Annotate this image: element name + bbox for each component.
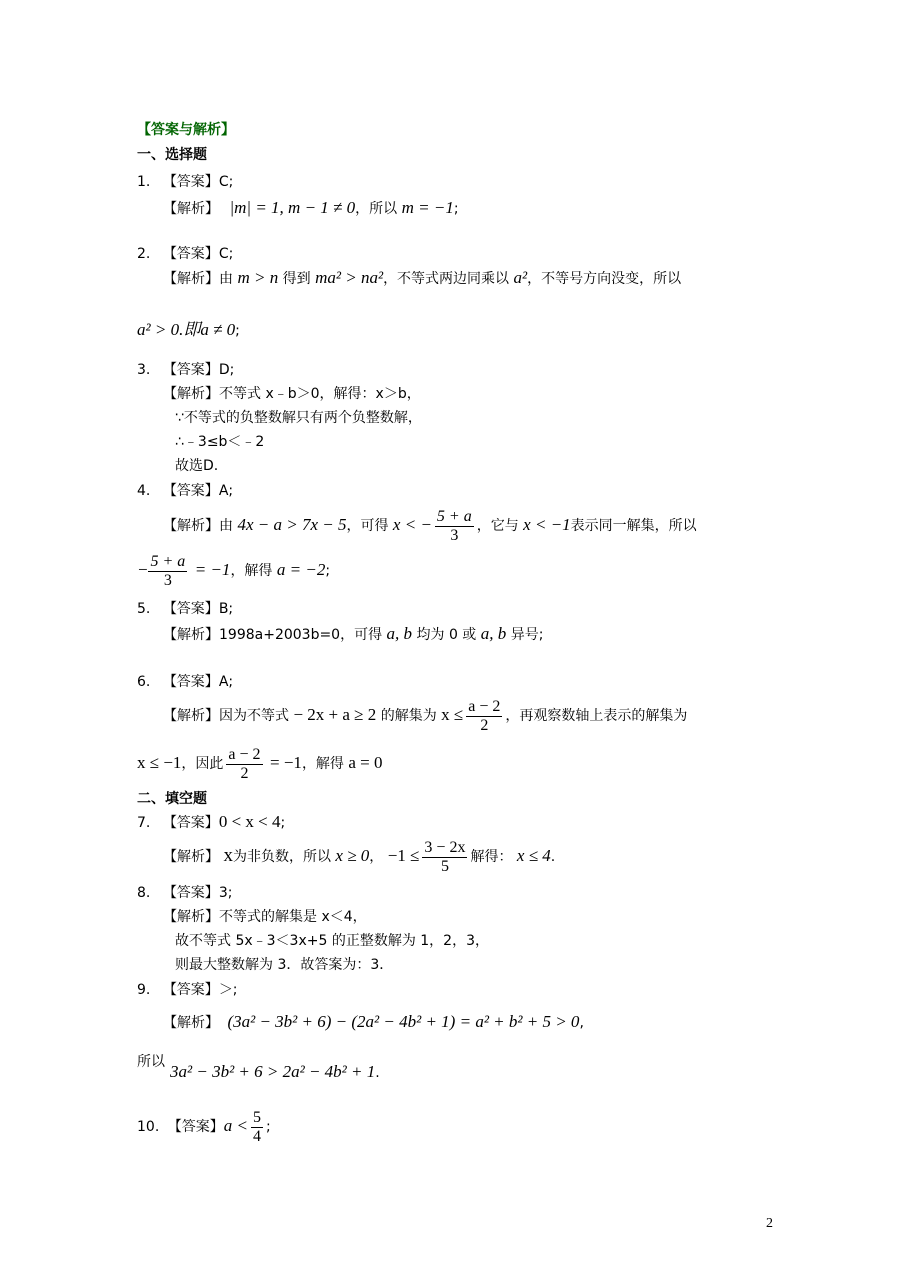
q9-end: . [375, 1065, 380, 1081]
q7-text-3: 解得： [470, 849, 513, 865]
q3-explanation-line-1 [163, 384, 421, 404]
q4-text-5: ，解得 [230, 563, 273, 579]
q5-math-1: a, b [386, 624, 413, 643]
q2-number: 2. [137, 246, 151, 262]
q4-text-1: 由 [219, 518, 233, 534]
q8-answer-label: 【答案】 [162, 885, 219, 901]
q4-answer-label: 【答案】 [162, 483, 219, 499]
q9-conclusion [170, 1062, 380, 1083]
q1-math-condition: |m| = 1, m − 1 ≠ 0 [229, 198, 356, 217]
q7-math-3: −1 ≤ [387, 846, 420, 865]
q9-conclusion-label: 所以 [137, 1054, 165, 1070]
q8-explanation-line-1 [163, 907, 367, 927]
q4-fraction-2 [148, 553, 187, 590]
q7-text-2: ， [369, 849, 384, 865]
q7-math-4: x ≤ 4 [516, 846, 551, 865]
q6-answer-label: 【答案】 [162, 674, 219, 690]
q9-answer-line [137, 980, 238, 1000]
q2-explanation-cont [137, 320, 240, 341]
answer-analysis-heading: 【答案与解析】 [137, 122, 235, 138]
q7-explanation-label: 【解析】 [163, 849, 219, 865]
q6-explanation-label: 【解析】 [163, 708, 219, 724]
q6-explanation [163, 695, 687, 736]
q6-text-1: 因为不等式 [219, 708, 289, 724]
q1-answer-line [137, 172, 233, 192]
q3-answer-label: 【答案】 [162, 362, 219, 378]
section-multiple-choice: 一、选择题 [137, 147, 207, 163]
q4-fraction-2-denominator: 3 [163, 571, 172, 589]
q7-fraction [422, 839, 467, 876]
q10-fraction-numerator: 5 [252, 1108, 261, 1126]
q6-math-3: x ≤ −1 [137, 753, 182, 772]
q4-answer-line [137, 481, 233, 501]
q9-answer-value: ＞; [218, 982, 238, 998]
q7-answer-end: ; [280, 815, 286, 831]
section-fill-in-blank: 二、填空题 [137, 791, 207, 807]
q3-number: 3. [137, 362, 151, 378]
q4-number: 4. [137, 483, 151, 499]
q2-math-3: a² [513, 268, 528, 287]
q4-text-2: ，可得 [346, 518, 389, 534]
q1-explanation-label: 【解析】 [163, 201, 219, 217]
q4-explanation-cont [137, 550, 330, 591]
q10-math-1: a < [223, 1116, 248, 1135]
q2-text-3: ，不等式两边同乘以 [383, 271, 510, 287]
q6-math-4: = −1 [270, 753, 302, 772]
q1-number: 1. [137, 174, 151, 190]
q7-answer-value: 0 < x < 4 [218, 812, 281, 831]
q8-answer-value: 3; [218, 885, 233, 901]
q4-end: ; [325, 563, 331, 579]
q5-answer-line [137, 599, 233, 619]
q4-math-2: x < − [392, 515, 432, 534]
q7-number: 7. [137, 815, 151, 831]
q7-answer-line [137, 812, 285, 833]
q6-fraction [466, 698, 502, 735]
q3-text-1: 不等式 x﹣b＞0，解得：x＞b， [219, 386, 421, 402]
q9-explanation-label: 【解析】 [163, 1015, 219, 1031]
q4-math-6: a = −2 [276, 560, 326, 579]
q5-number: 5. [137, 601, 151, 617]
q4-text-4: 表示同一解集，所以 [570, 518, 697, 534]
q2-math-2: ma² > na² [315, 268, 384, 287]
q7-math-1: x [223, 845, 233, 866]
q10-end: ; [265, 1119, 271, 1135]
q5-explanation [163, 624, 543, 645]
q2-text-4: ，不等号方向没变，所以 [527, 271, 682, 287]
q5-explanation-label: 【解析】 [163, 627, 219, 643]
q2-explanation-label: 【解析】 [163, 271, 219, 287]
q4-explanation-label: 【解析】 [163, 518, 219, 534]
q2-math-1: m > n [237, 268, 279, 287]
q5-text-2: 均为 0 或 [416, 627, 477, 643]
q3-explanation-label: 【解析】 [163, 386, 219, 402]
q5-text-1: 1998a+2003b=0，可得 [219, 627, 383, 643]
q8-answer-line [137, 883, 232, 903]
q6-math-5: a = 0 [348, 753, 383, 772]
q9-text-1: , [579, 1015, 584, 1031]
q8-text-1: 不等式的解集是 x＜4， [219, 909, 367, 925]
q9-answer-label: 【答案】 [162, 982, 219, 998]
q6-fraction-2-denominator: 2 [240, 764, 249, 782]
q10-answer-line [137, 1106, 271, 1147]
q3-answer-line [137, 360, 234, 380]
q8-explanation-label: 【解析】 [163, 909, 219, 925]
q4-math-5: = −1 [194, 560, 231, 579]
q1-explanation [163, 198, 459, 219]
q3-answer-value: D; [218, 362, 235, 378]
q6-explanation-cont [137, 743, 383, 784]
q6-fraction-denominator: 2 [480, 716, 489, 734]
q3-explanation-line-2: ∵不等式的负整数解只有两个负整数解， [175, 410, 422, 426]
q7-fraction-numerator: 3 − 2x [424, 838, 466, 856]
q7-end: . [550, 849, 556, 865]
q9-math-2: 3a² − 3b² + 6 > 2a² − 4b² + 1 [170, 1062, 376, 1081]
q6-fraction-2 [226, 746, 262, 783]
q10-fraction [251, 1109, 263, 1146]
q1-answer-value: C; [218, 174, 234, 190]
q6-text-2: 的解集为 [380, 708, 437, 724]
q6-math-2: x ≤ [441, 705, 464, 724]
q4-answer-value: A; [218, 483, 234, 499]
q6-text-4: ，因此 [181, 756, 224, 772]
q10-fraction-denominator: 4 [252, 1127, 261, 1145]
q4-explanation [163, 505, 697, 546]
q2-end: ; [235, 323, 240, 339]
q6-number: 6. [137, 674, 151, 690]
q8-number: 8. [137, 885, 151, 901]
q5-text-3: 异号; [510, 627, 544, 643]
q2-text-1: 由 [219, 271, 233, 287]
q7-fraction-denominator: 5 [440, 857, 449, 875]
q4-math-3: x < −1 [523, 515, 571, 534]
q2-answer-value: C; [218, 246, 234, 262]
q6-fraction-2-numerator: a − 2 [228, 745, 261, 763]
q6-answer-line [137, 672, 233, 692]
q6-fraction-numerator: a − 2 [468, 697, 501, 715]
q2-answer-line [137, 244, 233, 264]
q10-answer-label: 【答案】 [167, 1119, 224, 1135]
q1-end: ; [453, 201, 459, 217]
q7-explanation [163, 836, 555, 877]
q1-answer-label: 【答案】 [162, 174, 219, 190]
q7-math-2: x ≥ 0 [335, 846, 370, 865]
q5-math-2: a, b [480, 624, 507, 643]
q1-math-result: m = −1 [401, 198, 454, 217]
q4-fraction-denominator: 3 [450, 526, 459, 544]
q8-explanation-line-2: 故不等式 5x﹣3＜3x+5 的正整数解为 1，2，3， [175, 933, 490, 949]
q8-explanation-line-3: 则最大整数解为 3．故答案为：3． [175, 957, 394, 973]
q4-text-3: ，它与 [476, 518, 519, 534]
q6-answer-value: A; [218, 674, 234, 690]
q9-number: 9. [137, 982, 151, 998]
q2-answer-label: 【答案】 [162, 246, 219, 262]
q5-answer-value: B; [218, 601, 234, 617]
page-number: 2 [766, 1216, 773, 1231]
q6-math-1: − 2x + a ≥ 2 [293, 705, 377, 724]
q4-fraction-2-numerator: 5 + a [150, 552, 186, 570]
q2-math-4: a² > 0.即a ≠ 0 [137, 320, 236, 339]
q4-fraction [435, 508, 474, 545]
q3-explanation-line-3: ∴﹣3≤b＜﹣2 [175, 434, 265, 450]
q4-fraction-numerator: 5 + a [436, 507, 472, 525]
q9-math-1: (3a² − 3b² + 6) − (2a² − 4b² + 1) = a² + b² + 5 > 0 [227, 1012, 580, 1031]
q1-explanation-text: ，所以 [355, 201, 398, 217]
q2-text-2: 得到 [282, 271, 311, 287]
q3-explanation-line-4: 故选D. [175, 458, 219, 474]
q10-number: 10. [137, 1119, 160, 1135]
q4-math-1: 4x − a > 7x − 5 [237, 515, 347, 534]
q2-explanation [163, 268, 681, 289]
q5-answer-label: 【答案】 [162, 601, 219, 617]
q7-answer-label: 【答案】 [162, 815, 219, 831]
q6-text-3: ，再观察数轴上表示的解集为 [505, 708, 688, 724]
q6-text-5: ，解得 [301, 756, 344, 772]
q9-explanation [163, 1004, 584, 1041]
q4-math-4: − [137, 560, 149, 579]
q7-text-1: 为非负数，所以 [232, 849, 331, 865]
